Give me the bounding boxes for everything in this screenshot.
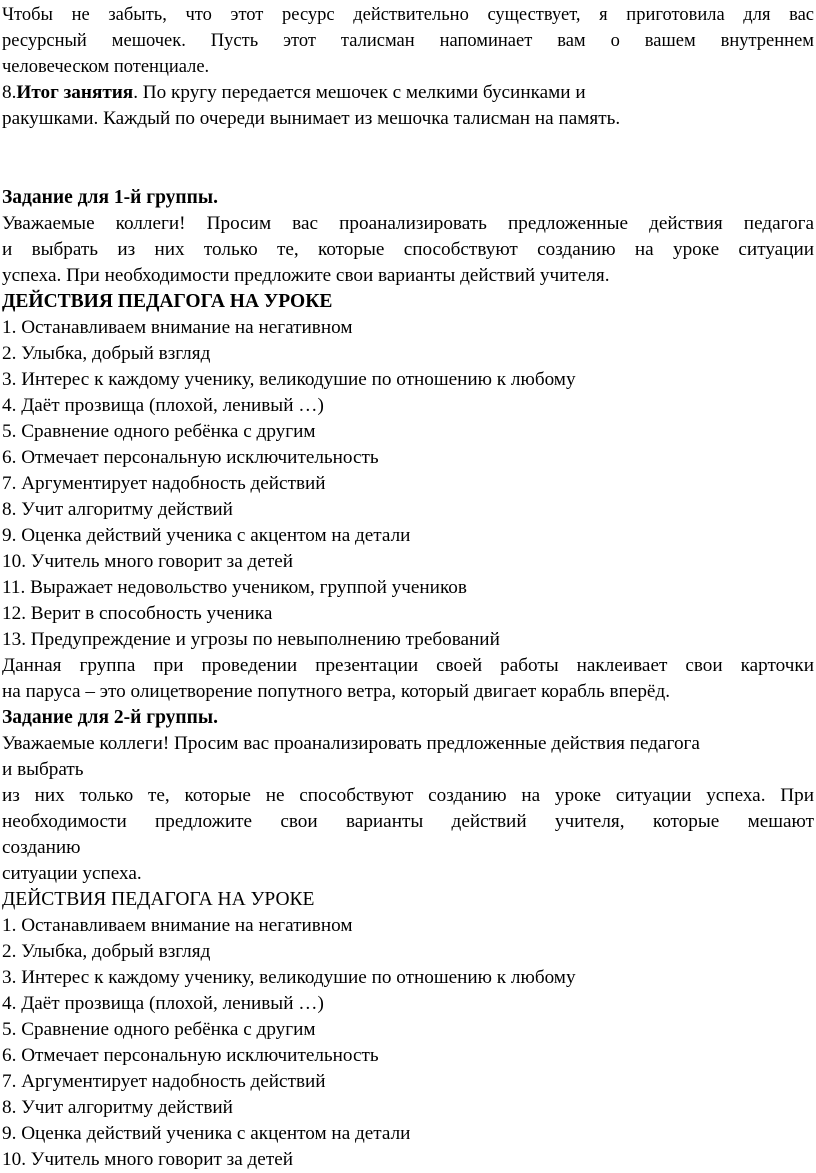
group1-note <box>2 653 814 705</box>
itog-line-2: ракушками. Каждый по очереди вынимает из мешочка талисман на память. <box>2 108 621 129</box>
list-item: 3. Интерес к каждому ученику, великодушие по отношению к любому <box>2 967 576 988</box>
itog-paragraph <box>2 80 814 132</box>
itog-line-1 <box>2 80 814 106</box>
list-item: 6. Отмечает персональную исключительность <box>2 1045 379 1066</box>
group1-note-line-2: на паруса – это олицетворение попутного ветра, который двигает корабль вперёд. <box>2 681 670 702</box>
list-item: 12. Верит в способность ученика <box>2 603 273 624</box>
list-item: 2. Улыбка, добрый взгляд <box>2 343 211 364</box>
list-item: 9. Оценка действий ученика с акцентом на детали <box>2 1123 411 1144</box>
group2-desc-line-1: Уважаемые коллеги! Просим вас проанализировать предложенные действия педагога <box>2 733 700 754</box>
group2-desc-line-3: из них только те, которые не способствуют созданию на уроке ситуации успеха. При <box>2 785 814 806</box>
group2-title: Задание для 2-й группы. <box>2 707 219 728</box>
list-item: 5. Сравнение одного ребёнка с другим <box>2 1019 316 1040</box>
list-item: 3. Интерес к каждому ученику, великодушие по отношению к любому <box>2 369 576 390</box>
itog-number: 8. <box>2 82 17 103</box>
group2-desc-line-5: созданию <box>2 837 81 858</box>
list-item: 8. Учит алгоритму действий <box>2 1097 233 1118</box>
group1-heading: ДЕЙСТВИЯ ПЕДАГОГА НА УРОКЕ <box>2 291 333 312</box>
intro-line-3: человеческом потенциале. <box>2 57 210 77</box>
list-item: 1. Останавливаем внимание на негативном <box>2 317 353 338</box>
group2-description <box>2 731 814 887</box>
itog-title: Итог занятия <box>16 82 134 103</box>
list-item: 5. Сравнение одного ребёнка с другим <box>2 421 316 442</box>
list-item: 7. Аргументирует надобность действий <box>2 1071 326 1092</box>
group2-heading: ДЕЙСТВИЯ ПЕДАГОГА НА УРОКЕ <box>2 889 315 910</box>
list-item: 4. Даёт прозвища (плохой, ленивый …) <box>2 993 324 1014</box>
group1-section <box>2 185 814 705</box>
group2-desc-line-6: ситуации успеха. <box>2 863 142 884</box>
list-item: 4. Даёт прозвища (плохой, ленивый …) <box>2 395 324 416</box>
intro-line-1: Чтобы не забыть, что этот ресурс действительно существует, я приготовила для вас <box>2 5 814 25</box>
list-item: 11. Выражает недовольство учеником, группой учеников <box>2 577 467 598</box>
group1-action-list <box>2 315 814 653</box>
group2-action-list <box>2 913 814 1173</box>
list-item: 10. Учитель много говорит за детей <box>2 1149 293 1170</box>
list-item: 13. Предупреждение и угрозы по невыполнению требований <box>2 629 500 650</box>
list-item: 10. Учитель много говорит за детей <box>2 551 293 572</box>
group1-desc-line-3: успеха. При необходимости предложите свои варианты действий учителя. <box>2 265 610 286</box>
list-item: 6. Отмечает персональную исключительность <box>2 447 379 468</box>
group2-section <box>2 705 814 1173</box>
spacer <box>2 132 814 185</box>
group1-desc-line-1: Уважаемые коллеги! Просим вас проанализировать предложенные действия педагога <box>2 213 814 234</box>
group2-desc-line-4: необходимости предложите свои варианты действий учителя, которые мешают <box>2 811 814 832</box>
list-item: 7. Аргументирует надобность действий <box>2 473 326 494</box>
itog-text: . По кругу передается мешочек с мелкими бусинками и <box>133 82 586 103</box>
group1-note-line-1: Данная группа при проведении презентации своей работы наклеивает свои карточки <box>2 655 814 676</box>
group1-desc-line-2: и выбрать из них только те, которые способствуют созданию на уроке ситуации <box>2 239 814 260</box>
list-item: 9. Оценка действий ученика с акцентом на детали <box>2 525 411 546</box>
list-item: 1. Останавливаем внимание на негативном <box>2 915 353 936</box>
intro-line-2: ресурсный мешочек. Пусть этот талисман напоминает вам о вашем внутреннем <box>2 31 814 51</box>
list-item: 2. Улыбка, добрый взгляд <box>2 941 211 962</box>
group2-desc-line-2: и выбрать <box>2 759 84 780</box>
list-item: 8. Учит алгоритму действий <box>2 499 233 520</box>
group1-title: Задание для 1-й группы. <box>2 187 219 208</box>
intro-paragraph <box>2 0 814 80</box>
group1-description <box>2 211 814 289</box>
